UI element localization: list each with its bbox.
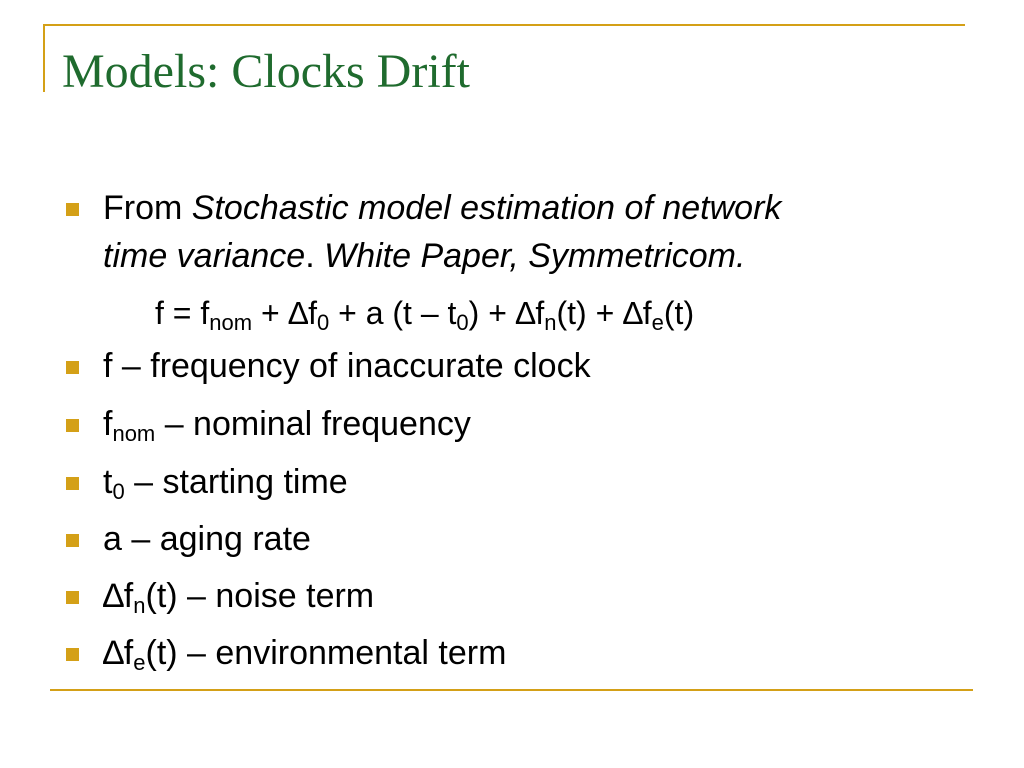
- bullet-marker: [66, 591, 79, 604]
- definition-text: – environmental term: [177, 634, 507, 672]
- formula-f: f: [155, 295, 164, 331]
- definition-text: – noise term: [177, 577, 375, 615]
- definition-symbol: ∆f: [103, 577, 134, 615]
- formula-aging-term: + a (t – t: [329, 295, 457, 331]
- definition-symbol: t: [103, 463, 113, 501]
- source-title-2: time variance: [103, 237, 306, 275]
- formula-delta-fn: ∆f: [515, 295, 545, 331]
- source-title-1: Stochastic model estimation of network: [191, 189, 782, 227]
- formula-delta-fe: ∆f: [623, 295, 652, 331]
- definition-subscript: 0: [112, 479, 125, 504]
- definition-text: – starting time: [124, 463, 348, 501]
- definition-subscript: n: [133, 593, 146, 618]
- definition-symbol: a: [103, 520, 122, 558]
- definition-item: [103, 404, 471, 444]
- definition-item: [103, 633, 506, 673]
- definition-item: [103, 519, 311, 559]
- bullet-marker: [66, 419, 79, 432]
- bullet-marker: [66, 361, 79, 374]
- formula-sub-0b: 0: [456, 310, 469, 335]
- drift-formula: [155, 293, 694, 333]
- definition-symbol: f: [103, 405, 113, 443]
- definition-item: [103, 576, 374, 616]
- formula-sub-n: n: [544, 310, 557, 335]
- formula-sub-nom: nom: [209, 310, 253, 335]
- source-publisher: White Paper, Symmetricom.: [324, 237, 746, 275]
- formula-eq: = f: [163, 295, 210, 331]
- formula-delta-f: ∆f: [288, 295, 317, 331]
- formula-plus-b: ) +: [468, 295, 516, 331]
- definition-text: – frequency of inaccurate clock: [112, 347, 591, 385]
- source-separator: .: [305, 237, 325, 275]
- slide-title: Models: Clocks Drift: [62, 45, 470, 98]
- definition-text: – nominal frequency: [155, 405, 471, 443]
- bullet-marker: [66, 477, 79, 490]
- definition-subscript: e: [133, 650, 146, 675]
- source-prefix: From: [103, 189, 192, 227]
- definition-text: – aging rate: [121, 520, 311, 558]
- definition-subscript: nom: [112, 421, 156, 446]
- formula-sub-0: 0: [316, 310, 330, 335]
- source-line-2: [103, 236, 745, 276]
- formula-plus-c: (t) +: [556, 295, 624, 331]
- formula-end: (t): [663, 295, 695, 331]
- definition-arg: (t): [145, 634, 178, 672]
- definition-symbol: ∆f: [103, 634, 134, 672]
- formula-plus: +: [252, 295, 289, 331]
- bullet-marker: [66, 534, 79, 547]
- definition-item: [103, 346, 591, 386]
- definition-item: [103, 462, 348, 502]
- bullet-marker: [66, 648, 79, 661]
- definition-symbol: f: [103, 347, 113, 385]
- formula-sub-e: e: [651, 310, 664, 335]
- bullet-marker: [66, 203, 79, 216]
- definition-arg: (t): [145, 577, 178, 615]
- source-line-1: [103, 188, 781, 228]
